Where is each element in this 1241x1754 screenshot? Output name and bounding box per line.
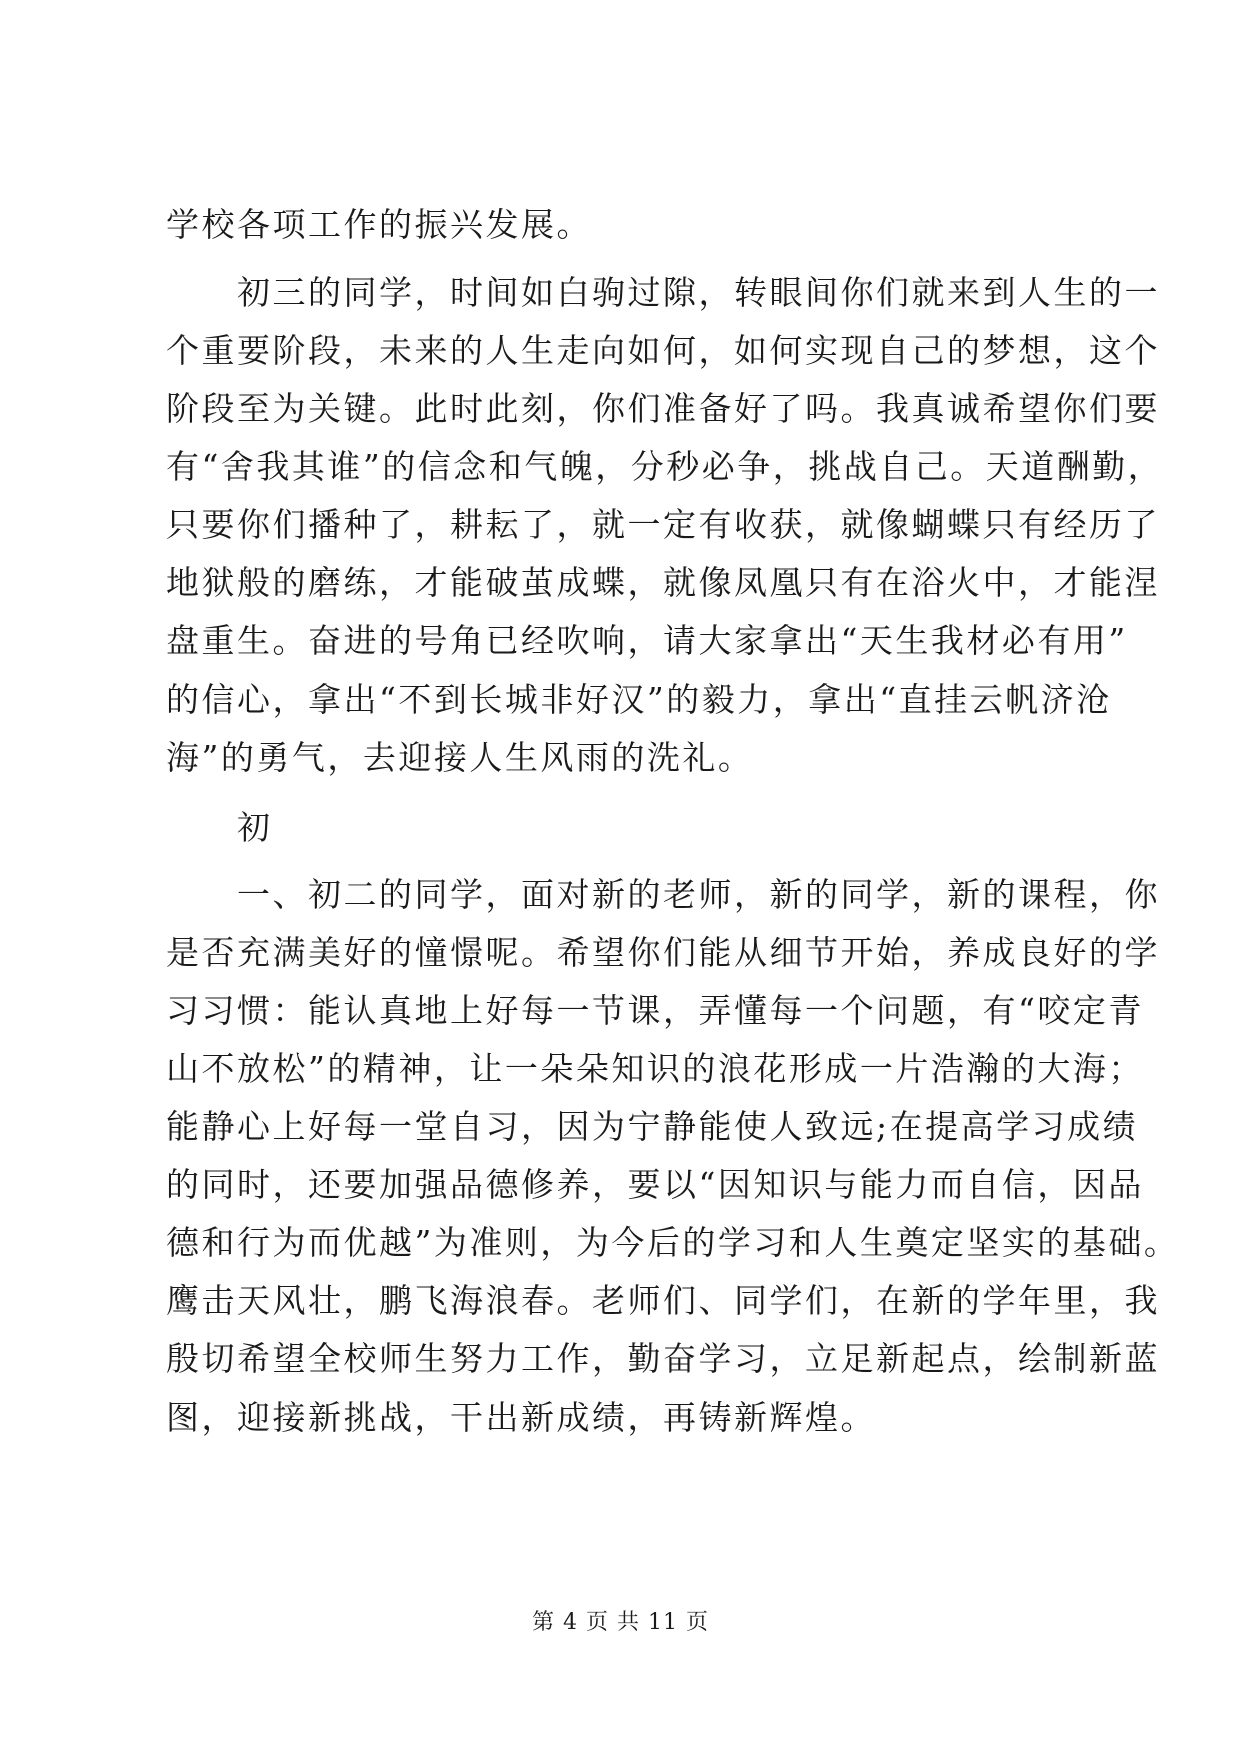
text-line: 山不放松”的精神，让一朵朵知识的浪花形成一片浩瀚的大海； bbox=[166, 1049, 1144, 1088]
text-line: 一、初二的同学，面对新的老师，新的同学，新的课程，你 bbox=[166, 875, 1160, 914]
text-line: 地狱般的磨练，才能破茧成蝶，就像凤凰只有在浴火中，才能涅 bbox=[166, 563, 1160, 602]
text-line: 只要你们播种了，耕耘了，就一定有收获，就像蝴蝶只有经历了 bbox=[166, 505, 1160, 544]
text-line: 图，迎接新挑战，干出新成绩，再铸新辉煌。 bbox=[166, 1398, 876, 1437]
text-line: 盘重生。奋进的号角已经吹响，请大家拿出“天生我材必有用” bbox=[166, 621, 1128, 660]
text-line: 阶段至为关键。此时此刻，你们准备好了吗。我真诚希望你们要 bbox=[166, 389, 1160, 428]
text-line: 殷切希望全校师生努力工作，勤奋学习，立足新起点，绘制新蓝 bbox=[166, 1339, 1160, 1378]
text-line: 能静心上好每一堂自习，因为宁静能使人致远;在提高学习成绩 bbox=[166, 1107, 1139, 1146]
text-line: 个重要阶段，未来的人生走向如何，如何实现自己的梦想，这个 bbox=[166, 331, 1160, 370]
text-line: 有“舍我其谁”的信念和气魄，分秒必争，挑战自己。天道酬勤， bbox=[166, 447, 1164, 486]
page-number-footer: 第 4 页 共 11 页 bbox=[532, 1610, 709, 1635]
text-line: 的同时，还要加强品德修养，要以“因知识与能力而自信，因品 bbox=[166, 1165, 1144, 1204]
text-line: 是否充满美好的憧憬呢。希望你们能从细节开始，养成良好的学 bbox=[166, 933, 1160, 972]
text-line: 鹰击天风壮，鹏飞海浪春。老师们、同学们，在新的学年里，我 bbox=[166, 1281, 1160, 1320]
text-line: 习习惯：能认真地上好每一节课，弄懂每一个问题，有“咬定青 bbox=[166, 991, 1144, 1030]
text-line: 海”的勇气，去迎接人生风雨的洗礼。 bbox=[166, 738, 754, 777]
text-line: 德和行为而优越”为准则，为今后的学习和人生奠定坚实的基础。 bbox=[166, 1223, 1180, 1262]
text-line: 学校各项工作的振兴发展。 bbox=[166, 205, 592, 244]
text-line: 的信心，拿出“不到长城非好汉”的毅力，拿出“直挂云帆济沧 bbox=[166, 680, 1112, 719]
text-line: 初 bbox=[166, 808, 273, 847]
text-line: 初三的同学，时间如白驹过隙，转眼间你们就来到人生的一 bbox=[166, 273, 1160, 312]
